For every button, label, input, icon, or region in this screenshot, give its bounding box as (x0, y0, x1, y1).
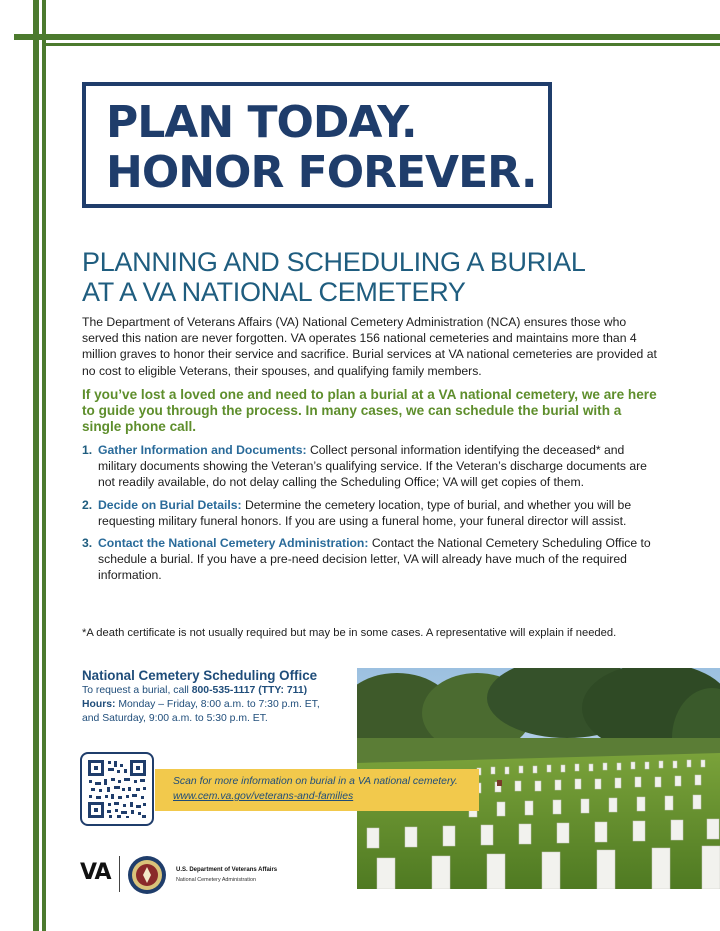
scheduling-office-block (82, 667, 362, 726)
va-seal-icon (127, 855, 167, 895)
section-title-line-1: PLANNING AND SCHEDULING A BURIAL (82, 247, 586, 277)
department-name: U.S. Department of Veterans Affairs (176, 867, 278, 873)
office-call-prefix: To request a burial, call (82, 685, 189, 696)
frame-line-left-outer (33, 0, 39, 931)
footnote: *A death certificate is not usually required but may be in some cases. A representative will explain if needed. (82, 627, 617, 639)
section-title (82, 247, 682, 307)
intro-paragraph: The Department of Veterans Affairs (VA) National Cemetery Administration (NCA) ensures those who served this nation are never forgotten. VA operates 156 national cemeteries and maintains more than 4 million graves to honor their service and sacrifice. Burial services at VA national cemeteries are provided at no cost to eligible Veterans, their spouses, and qualifying family members. (82, 315, 657, 378)
logo-divider (119, 856, 120, 892)
step-body: Contact the National Cemetery Scheduling Office to schedule a burial. If you have a pre-need decision letter, VA will already have much of the required information. (98, 536, 651, 583)
office-hours-line-2: and Saturday, 9:00 a.m. to 5:30 p.m. ET. (82, 713, 268, 724)
frame-line-top (14, 34, 720, 40)
qr-code-pattern (86, 758, 148, 820)
frame-line-left-inner (42, 0, 46, 931)
office-title: National Cemetery Scheduling Office (82, 668, 318, 683)
step-item (82, 535, 664, 584)
step-item (82, 497, 664, 529)
hero-line-1: PLAN TODAY. (106, 97, 417, 148)
administration-name: National Cemetery Administration (176, 877, 256, 883)
qr-code[interactable] (80, 752, 154, 826)
step-body: Determine the cemetery location, type of burial, and whether you will be requesting military funeral honors. If you are using a funeral home, your funeral director will assist. (98, 497, 632, 528)
office-hours-weekday: Monday – Friday, 8:00 a.m. to 7:30 p.m. ET, (118, 699, 320, 710)
office-hours-line-1 (82, 698, 362, 712)
frame-line-top-inner (42, 43, 720, 46)
callout-text: If you’ve lost a loved one and need to plan a burial at a VA national cemetery, we are here to guide you through the process. In many cases, we can schedule the burial with a single phone call. (82, 387, 657, 434)
step-number: 1. (82, 443, 93, 457)
step-item (82, 442, 664, 491)
step-heading: Contact the National Cemetery Administration: (98, 536, 369, 551)
step-number: 2. (82, 497, 93, 512)
va-logo: VA (80, 860, 111, 885)
section-title-line-2: AT A VA NATIONAL CEMETERY (82, 277, 466, 307)
qr-info-banner (155, 769, 479, 811)
steps-list (82, 442, 664, 590)
office-phone-number[interactable]: 800-535-1117 (TTY: 711) (191, 685, 308, 696)
step-heading: Gather Information and Documents: (98, 443, 307, 457)
step-number: 3. (82, 536, 93, 551)
hero-line-2: HONOR FOREVER. (106, 147, 537, 198)
step-body: Collect personal information identifying the deceased* and military documents showing the Veteran’s qualifying service. If the Veteran’s discharge documents are not readily available, do not delay calling the Scheduling Office; VA will get copies of them. (98, 443, 647, 490)
qr-banner-text: Scan for more information on burial in a VA national cemetery. (173, 776, 458, 787)
qr-banner-link[interactable]: www.cem.va.gov/veterans-and-families (173, 791, 354, 802)
office-hours-label: Hours: (82, 699, 116, 710)
step-heading: Decide on Burial Details: (98, 497, 242, 512)
office-call-line (82, 684, 362, 698)
department-name-block (176, 867, 277, 883)
hero-headline-box (82, 82, 552, 208)
